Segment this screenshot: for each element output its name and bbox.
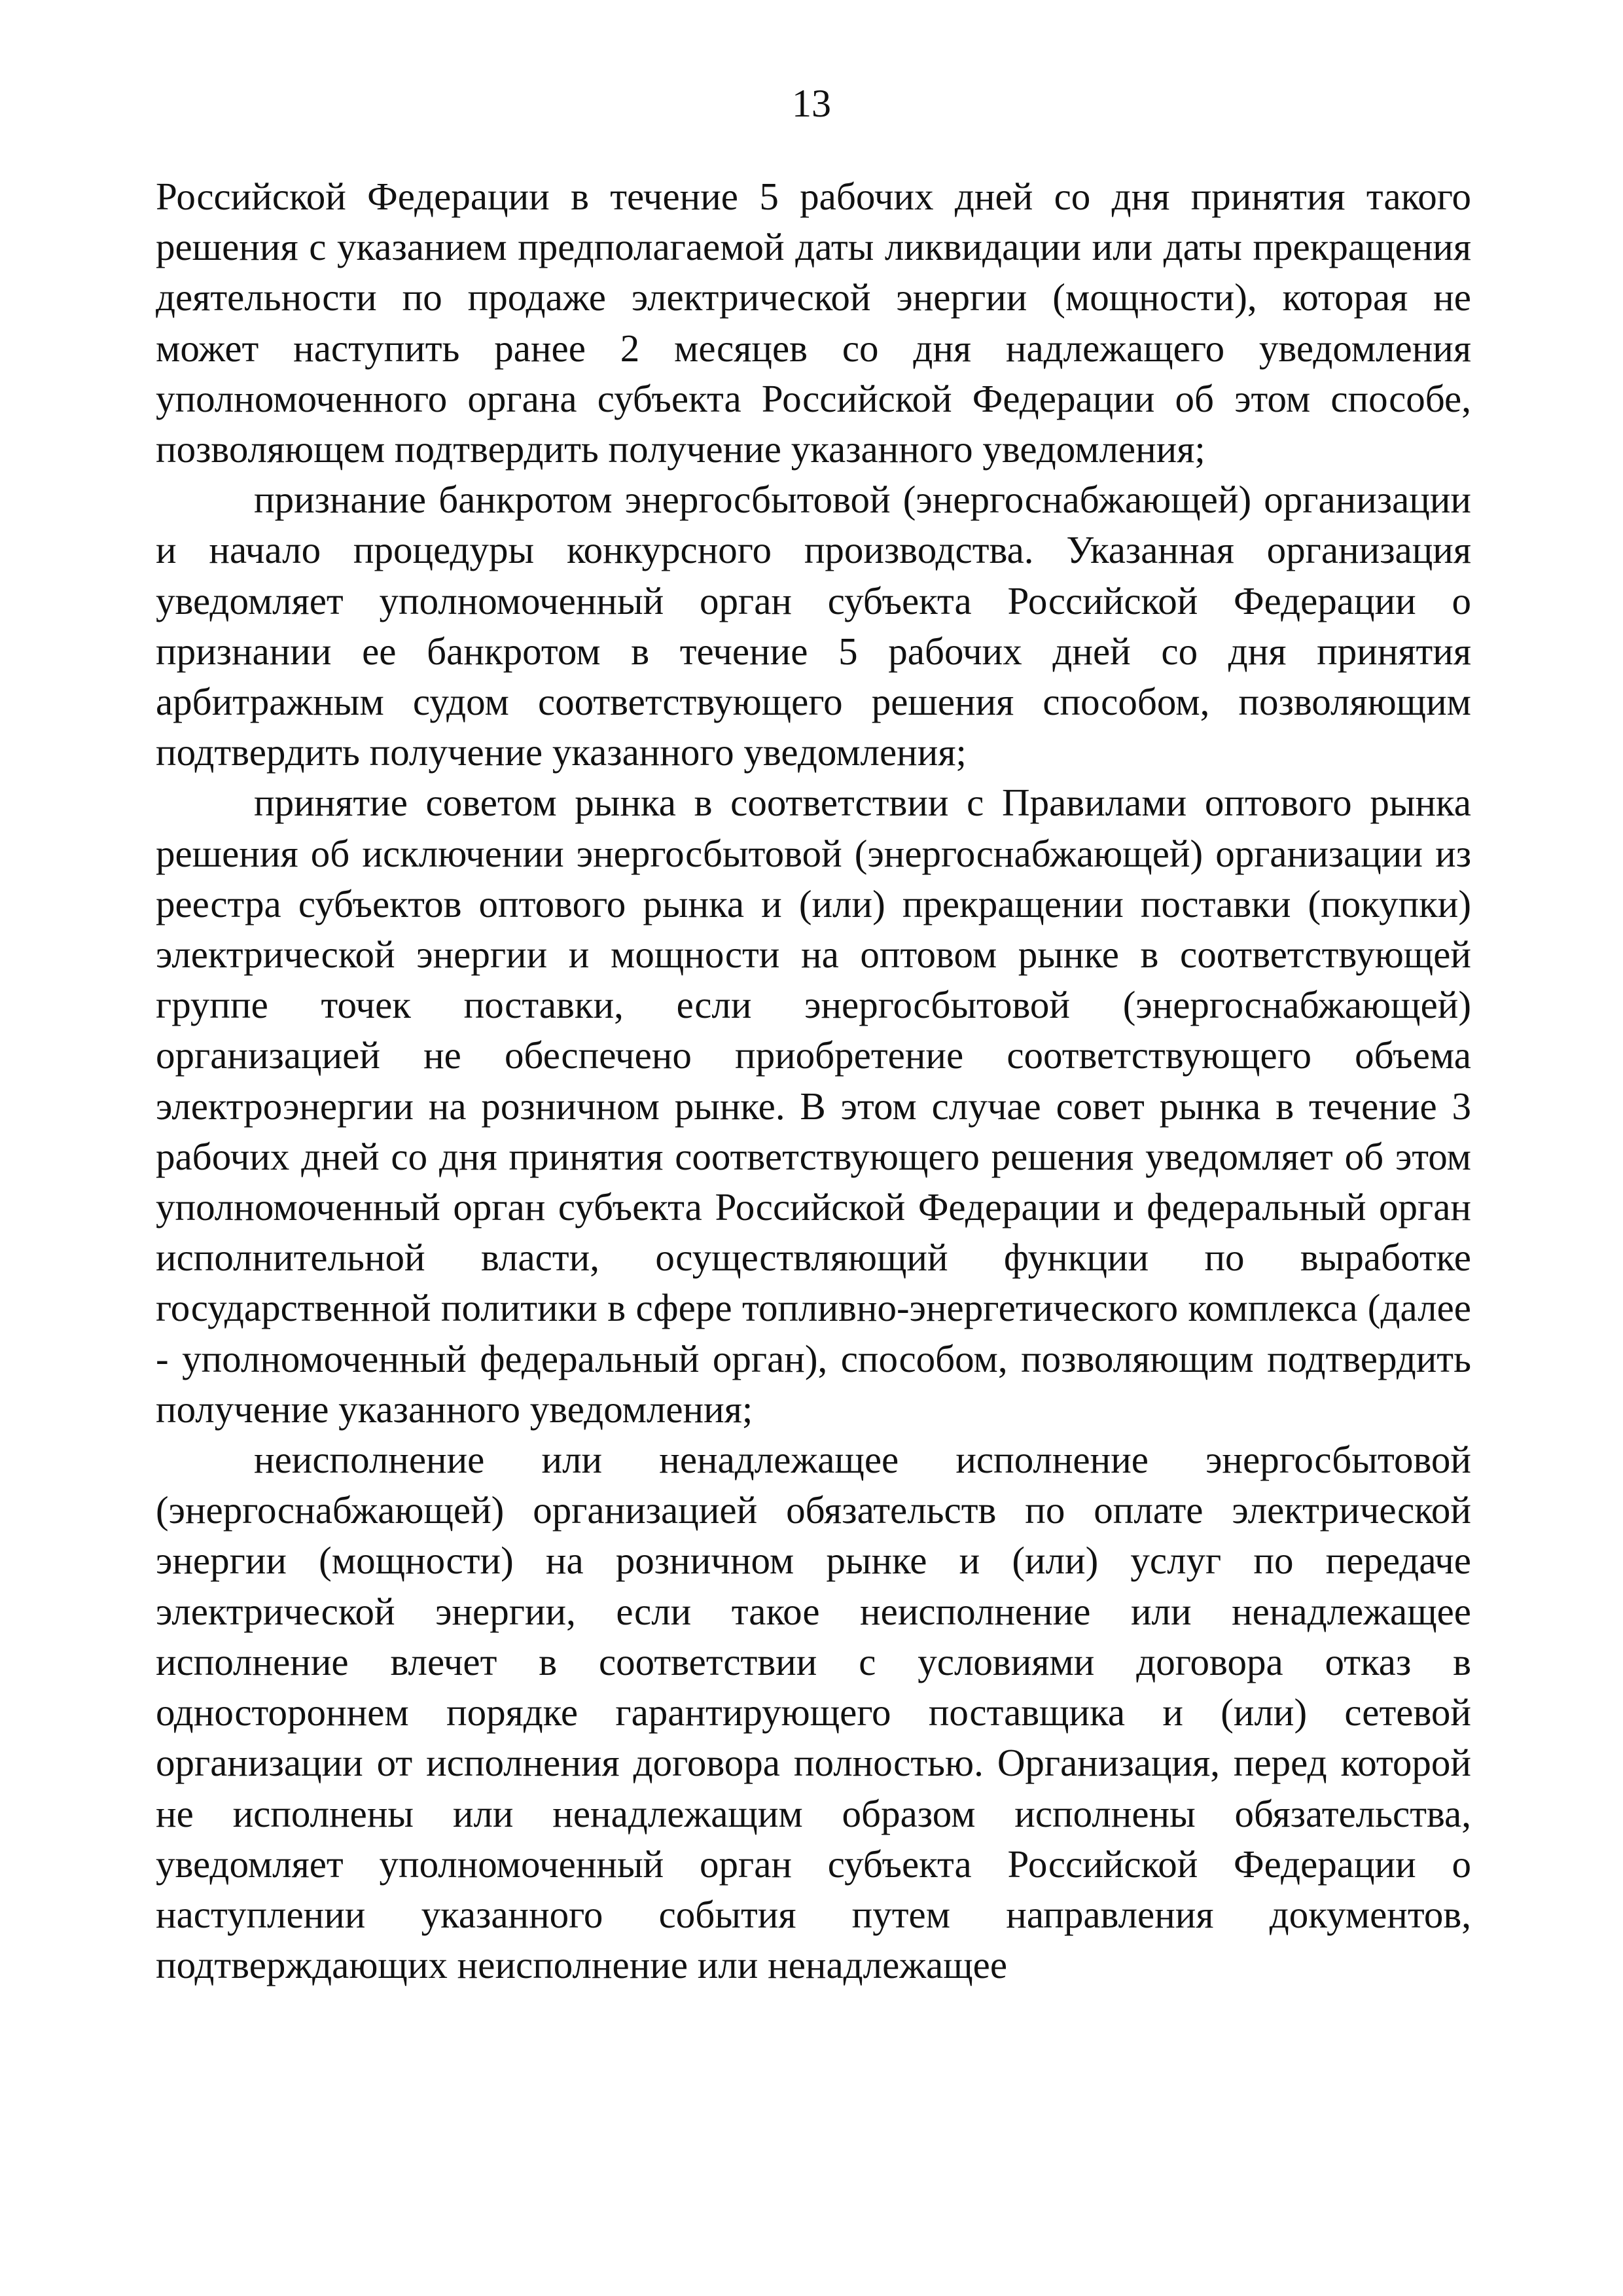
paragraph-bankruptcy: признание банкротом энергосбытовой (энергоснабжающей) организации и начало процедуры конкурсного производства. Указанная организация уведомляет уполномоченный орган субъекта Российской Федерации о признании ее банкротом в течение 5 рабочих дней со дня принятия арбитражным судом соответствующего решения способом, позволяющим подтвердить получение указанного уведомления; — [156, 478, 1471, 774]
paragraph-continuation: Российской Федерации в течение 5 рабочих дней со дня принятия такого решения с указанием предполагаемой даты ликвидации или даты прекращения деятельности по продаже электрической энергии (мощности), которая не может наступить ранее 2 месяцев со дня надлежащего уведомления уполномоченного органа субъекта Российской Федерации об этом способе, позволяющем подтвердить получение указанного уведомления; — [156, 175, 1471, 471]
paragraph-non-performance: неисполнение или ненадлежащее исполнение энергосбытовой (энергоснабжающей) организацией обязательств по оплате электрической энергии (мощности) на розничном рынке и (или) услуг по передаче электрической энергии, если такое неисполнение или ненадлежащее исполнение влечет в соответствии с условиями договора отказ в одностороннем порядке гарантирующего поставщика и (или) сетевой организации от исполнения договора полностью. Организация, перед которой не исполнены или ненадлежащим образом исполнены обязательства, уведомляет уполномоченный орган субъекта Российской Федерации о наступлении указанного события путем направления документов, подтверждающих неисполнение или ненадлежащее — [156, 1438, 1471, 1987]
page-number: 13 — [792, 82, 831, 125]
paragraph-market-council: принятие советом рынка в соответствии с Правилами оптового рынка решения об исключении энергосбытовой (энергоснабжающей) организации из реестра субъектов оптового рынка и (или) прекращении поставки (покупки) электрической энергии и мощности на оптовом рынке в соответствующей группе точек поставки, если энергосбытовой (энергоснабжающей) организацией не обеспечено приобретение соответствующего объема электроэнергии на розничном рынке. В этом случае совет рынка в течение 3 рабочих дней со дня принятия соответствующего решения уведомляет об этом уполномоченный орган субъекта Российской Федерации и федеральный орган исполнительной власти, осуществляющий функции по выработке государственной политики в сфере топливно-энергетического комплекса (далее - уполномоченный федеральный орган), способом, позволяющим подтвердить получение указанного уведомления; — [156, 781, 1471, 1431]
body-text — [156, 171, 1471, 1990]
